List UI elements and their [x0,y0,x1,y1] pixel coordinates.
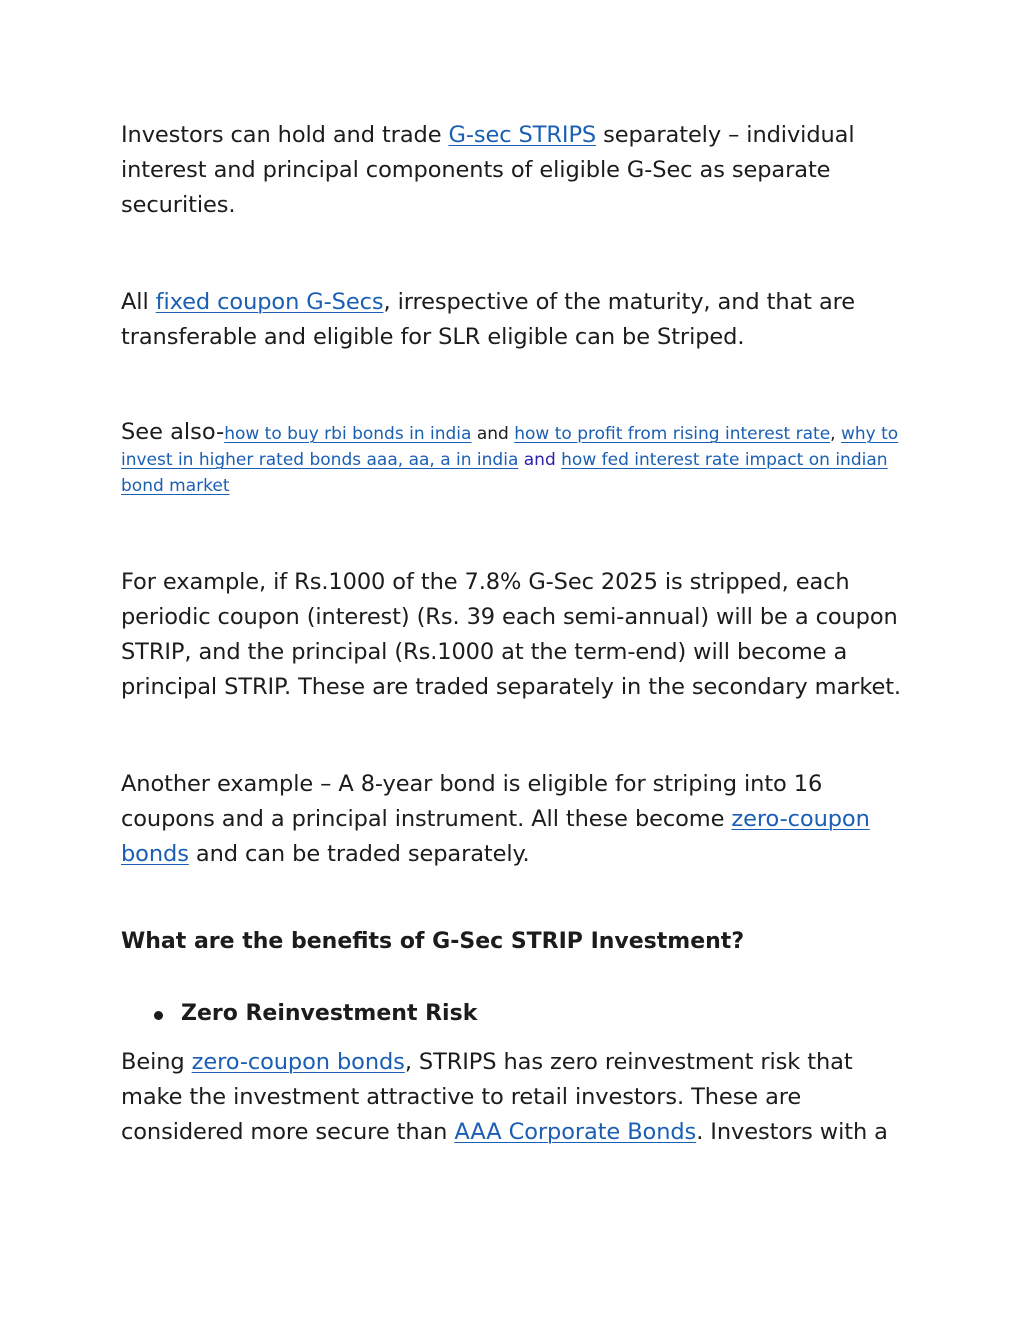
paragraph-strips-intro: Investors can hold and trade G-sec STRIPS separately – individual interest and principal components of eligible G-Sec as separate securities. [121,122,855,218]
benefits-list [121,999,911,1029]
bullet-label: Zero Reinvestment Risk [181,1001,478,1026]
link-zero-coupon-bonds-2[interactable]: zero-coupon bonds [191,1049,405,1075]
see-also-links: See also-how to buy rbi bonds in india and how to profit from rising interest rate, why to invest in higher rated bonds aaa, aa, a in india and how fed interest rate impact on indian bond market [121,419,899,496]
link-fed-interest-rate-impact[interactable]: how fed interest rate impact on indian bond market [121,450,888,496]
paragraph-fixed-coupon: All fixed coupon G-Secs, irrespective of the maturity, and that are transferable and eligible for SLR eligible can be Striped. [121,289,856,350]
paragraph-zero-reinvestment: Being zero-coupon bonds, STRIPS has zero reinvestment risk that make the investment attractive to retail investors. These are considered more secure than AAA Corporate Bonds. Investors with a [121,1049,888,1145]
paragraph-example-two: Another example – A 8-year bond is eligible for striping into 16 coupons and a principal instrument. All these become zero-coupon bonds and can be traded separately. [121,771,870,867]
link-zero-coupon-bonds[interactable]: zero-coupon bonds [121,806,870,867]
see-also-label: See also- [121,419,225,445]
link-g-sec-strips[interactable]: G-sec STRIPS [448,122,597,148]
section-heading-benefits: What are the benefits of G-Sec STRIP Investment? [121,929,745,954]
bullet-icon [154,1011,163,1020]
link-how-to-buy-rbi-bonds[interactable]: how to buy rbi bonds in india [224,424,472,444]
link-higher-rated-bonds[interactable]: why to invest in higher rated bonds aaa, aa, a in india [121,424,899,470]
article-body [121,118,911,1150]
link-aaa-corporate-bonds[interactable]: AAA Corporate Bonds [454,1119,697,1145]
link-fixed-coupon-g-secs[interactable]: fixed coupon G-Secs [155,289,384,315]
link-profit-rising-interest-rate[interactable]: how to profit from rising interest rate [514,424,831,444]
list-item [121,999,911,1029]
paragraph-example-one: For example, if Rs.1000 of the 7.8% G-Sec 2025 is stripped, each periodic coupon (interest) (Rs. 39 each semi-annual) will be a coupon STRIP, and the principal (Rs.1000 at the term-end) will become a principal STRIP. These are traded separately in the secondary market. [121,569,901,700]
